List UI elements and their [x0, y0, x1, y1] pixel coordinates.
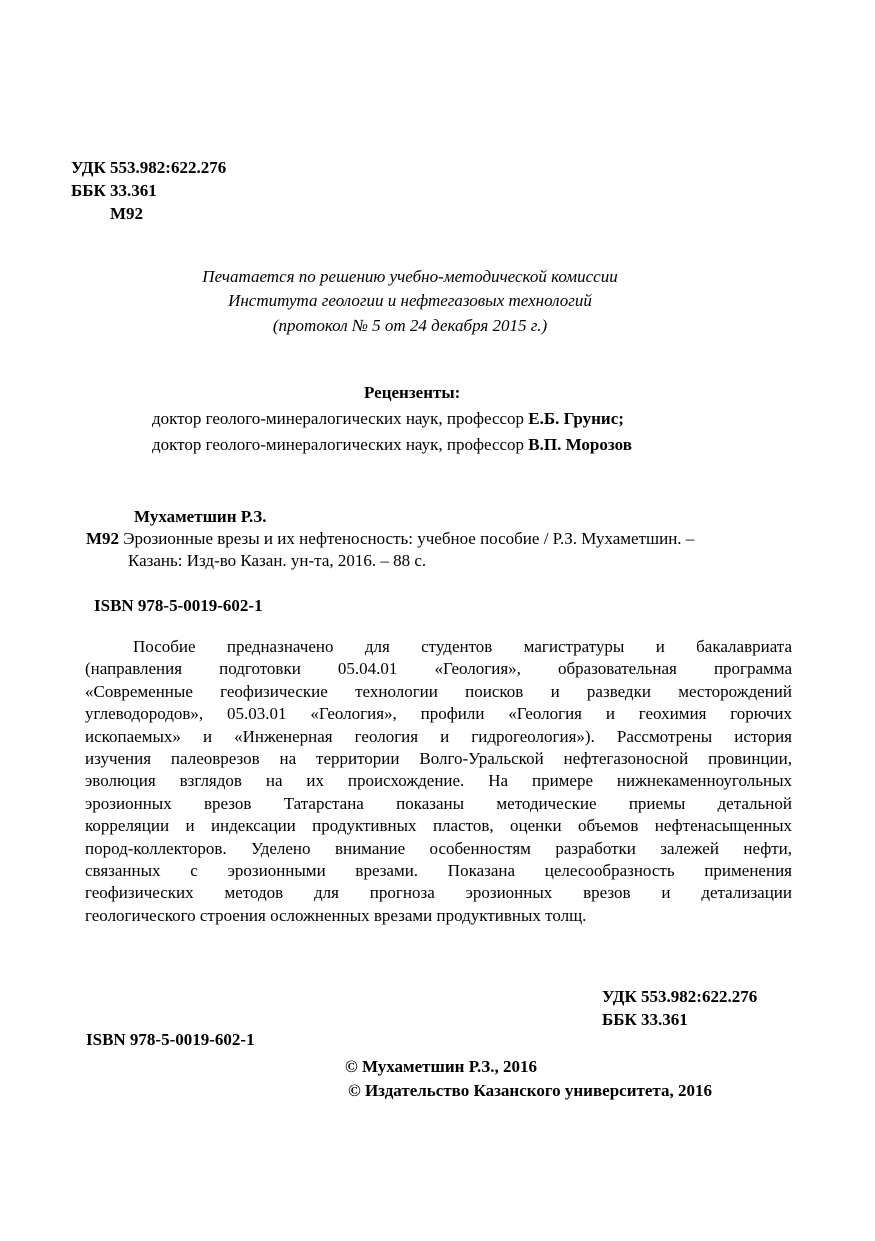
reviewer-1-title: доктор геолого-минералогических наук, профессор [152, 409, 529, 428]
bib-line-1 [86, 527, 694, 550]
reviewers-heading: Рецензенты: [364, 383, 461, 402]
abstract-line: (направления подготовки 05.04.01 «Геология», образовательная программа [85, 659, 792, 679]
footer-isbn: ISBN 978-5-0019-602-1 [86, 1030, 255, 1049]
copyright-publisher: © Издательство Казанского университета, 2016 [348, 1081, 712, 1100]
abstract-line: геофизических методов для прогноза эрозионных врезов и детализации [85, 883, 792, 903]
abstract-line: ископаемых» и «Инженерная геология и гидрогеология»). Рассмотрены история [85, 726, 792, 746]
abstract-line: геологического строения осложненных врезами продуктивных толщ. [85, 905, 587, 925]
isbn-top: ISBN 978-5-0019-602-1 [94, 596, 263, 615]
reviewer-2 [152, 433, 632, 456]
abstract-line: эволюция взглядов на их происхождение. На примере нижнекаменноугольных [85, 771, 792, 791]
abstract-line: изучения палеоврезов на территории Волго-Уральской нефтегазоносной провинции, [85, 748, 792, 768]
approval-line-1: Печатается по решению учебно-методической комиссии [202, 267, 618, 286]
udk-code: УДК 553.982:622.276 [71, 158, 227, 177]
reviewer-2-title: доктор геолого-минералогических наук, профессор [152, 435, 529, 454]
abstract-line: корреляции и индексации продуктивных пластов, оценки объемов нефтенасыщенных [85, 816, 792, 836]
abstract-line: «Современные геофизические технологии поисков и разведки месторождений [85, 681, 792, 701]
footer-bbk: ББК 33.361 [602, 1010, 688, 1029]
reviewer-2-name: В.П. Морозов [528, 435, 632, 454]
abstract-line: Пособие предназначено для студентов магистратуры и бакалавриата [133, 637, 792, 656]
footer-udk: УДК 553.982:622.276 [602, 987, 758, 1006]
bib-title: Эрозионные врезы и их нефтеносность: учебное пособие / Р.З. Мухаметшин. – [119, 529, 695, 548]
approval-line-2: Института геологии и нефтегазовых технологий [228, 291, 592, 310]
bib-line-2: Казань: Изд-во Казан. ун-та, 2016. – 88 с. [128, 551, 427, 570]
author-mark: М92 [110, 204, 144, 223]
bbk-code: ББК 33.361 [71, 181, 157, 200]
approval-line-3: (протокол № 5 от 24 декабря 2015 г.) [272, 316, 548, 335]
abstract-line: пород-коллекторов. Уделено внимание особенностям разработки залежей нефти, [85, 838, 792, 858]
bib-author: Мухаметшин Р.З. [134, 507, 267, 526]
abstract-line: связанных с эрозионными врезами. Показана целесообразность применения [85, 860, 792, 880]
reviewer-1-name: Е.Б. Грунис; [528, 409, 624, 428]
abstract-line: углеводородов», 05.03.01 «Геология», профили «Геология и геохимия горючих [85, 704, 792, 724]
bib-mark: М92 [86, 529, 120, 548]
reviewer-1 [152, 407, 624, 430]
copyright-author: © Мухаметшин Р.З., 2016 [345, 1057, 537, 1076]
abstract-line: эрозионных врезов Татарстана показаны методические приемы детальной [85, 793, 792, 813]
abstract-paragraph [85, 636, 792, 927]
